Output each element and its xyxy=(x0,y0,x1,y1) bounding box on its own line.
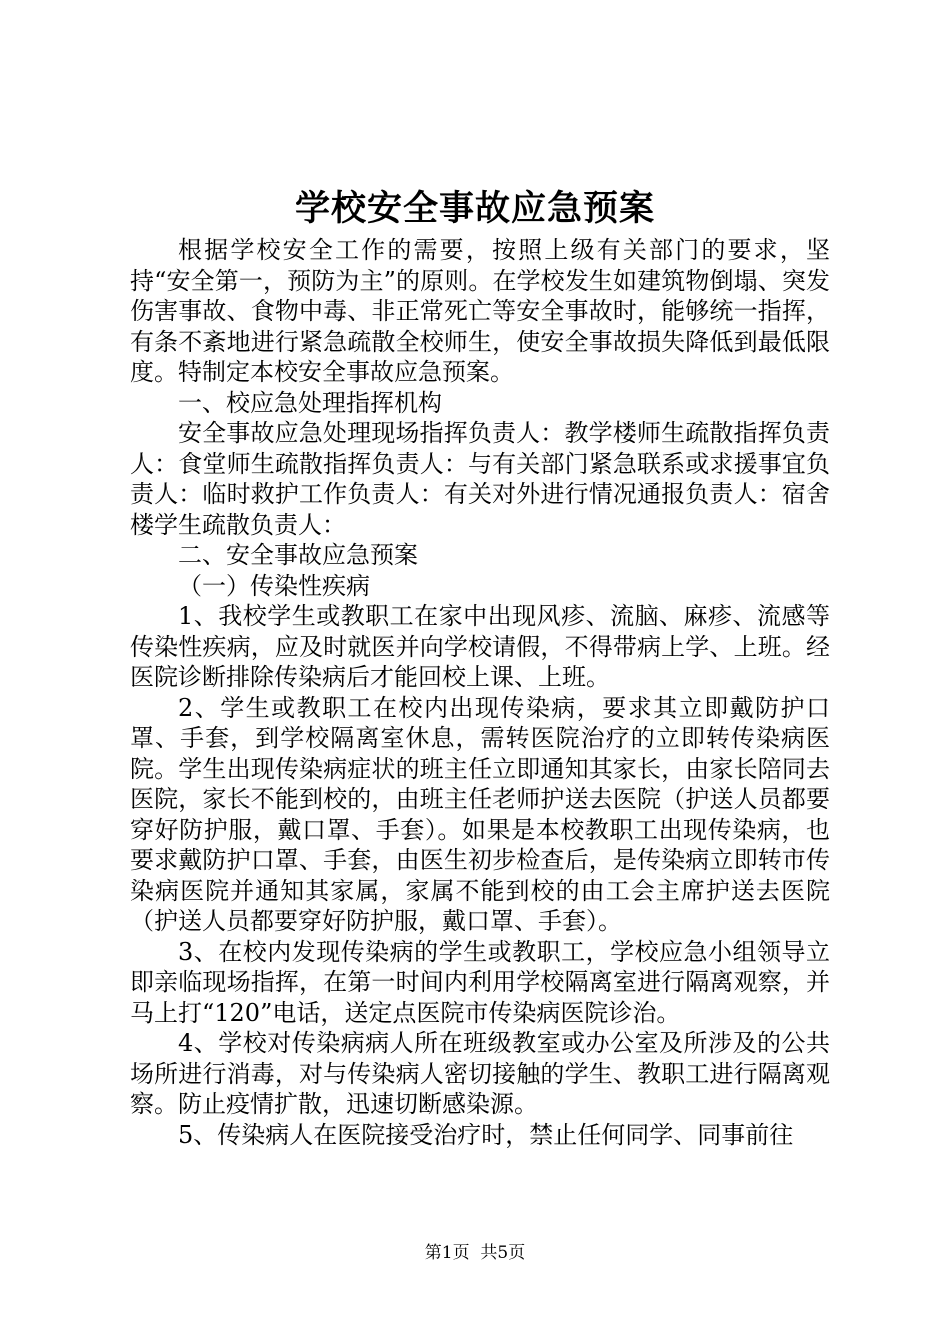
paragraph-responsibles: 安全事故应急处理现场指挥负责人：教学楼师生疏散指挥负责人：食堂师生疏散指挥负责人：与有关部门紧急联系或求援事宜负责人：临时救护工作负责人：有关对外进行情况通报负责人：宿舍楼学生疏散负责人： xyxy=(130,419,830,539)
paragraph-item-1: 1、我校学生或教职工在家中出现风疹、流脑、麻疹、流感等传染性疾病，应及时就医并向学校请假，不得带病上学、上班。经医院诊断排除传染病后才能回校上课、上班。 xyxy=(130,602,830,691)
paragraph-item-5: 5、传染病人在医院接受治疗时，禁止任何同学、同事前往 xyxy=(178,1120,794,1149)
page-footer xyxy=(0,1242,950,1264)
document-body xyxy=(130,235,830,1150)
paragraph-item-4: 4、学校对传染病病人所在班级教室或办公室及所涉及的公共场所进行消毒，对与传染病人密切接触的学生、教职工进行隔离观察。防止疫情扩散，迅速切断感染源。 xyxy=(130,1029,830,1118)
paragraph-item-3: 3、在校内发现传染病的学生或教职工，学校应急小组领导立即亲临现场指挥，在第一时间内利用学校隔离室进行隔离观察，并马上打“120”电话，送定点医院市传染病医院诊治。 xyxy=(130,937,830,1027)
subsection-heading-infectious: （一）传染性疾病 xyxy=(178,571,370,600)
paragraph-intro: 根据学校安全工作的需要，按照上级有关部门的要求，坚持“安全第一，预防为主”的原则。在学校发生如建筑物倒塌、突发伤害事故、食物中毒、非正常死亡等安全事故时，能够统一指挥，有条不紊地进行紧急疏散全校师生，使安全事故损失降低到最低限度。特制定本校安全事故应急预案。 xyxy=(130,236,830,386)
document-title: 学校安全事故应急预案 xyxy=(294,188,655,229)
section-heading-plan: 二、安全事故应急预案 xyxy=(178,541,418,569)
section-heading-command: 一、校应急处理指挥机构 xyxy=(178,388,442,417)
page-number: 第1页 共5页 xyxy=(424,1243,526,1263)
paragraph-item-2: 2、学生或教职工在校内出现传染病，要求其立即戴防护口罩、手套，到学校隔离室休息，需转医院治疗的立即转传染病医院。学生出现传染病症状的班主任立即通知其家长，由家长陪同去医院，家长不能到校的，由班主任老师护送去医院（护送人员都要穿好防护服，戴口罩、手套）。如果是本校教职工出现传染病，也要求戴防护口罩、手套，由医生初步检查后，是传染病立即转市传染病医院并通知其家属，家属不能到校的由工会主席护送去医院（护送人员都要穿好防护服，戴口罩、手套）。 xyxy=(130,693,830,935)
